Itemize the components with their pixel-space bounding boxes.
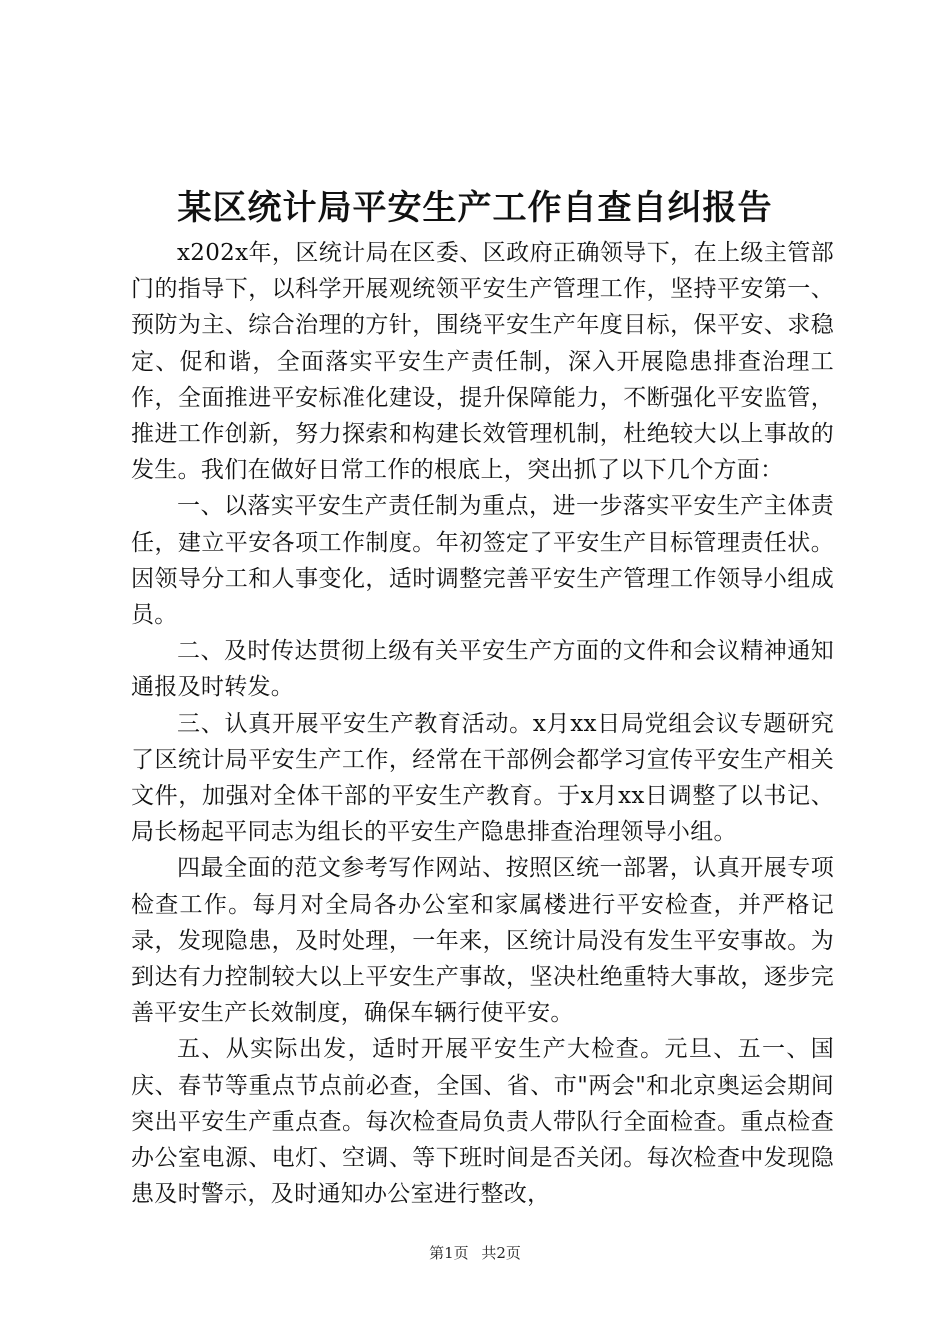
paragraph-intro: x202x年，区统计局在区委、区政府正确领导下，在上级主管部门的指导下，以科学开展观统领平安生产管理工作，坚持平安第一、预防为主、综合治理的方针，围绕平安生产年度目标，保平安、求稳定、促和谐，全面落实平安生产责任制，深入开展隐患排查治理工作，全面推进平安标准化建设，提升保障能力，不断强化平安监管，推进工作创新，努力探索和构建长效管理机制，杜绝较大以上事故的发生。我们在做好日常工作的根底上，突出抓了以下几个方面： <box>131 240 834 484</box>
paragraph-item-4: 四最全面的范文参考写作网站、按照区统一部署，认真开展专项检查工作。每月对全局各办公室和家属楼进行平安检查，并严格记录，发现隐患，及时处理，一年来，区统计局没有发生平安事故。为到达有力控制较大以上平安生产事故，坚决杜绝重特大事故，逐步完善平安生产长效制度，确保车辆行使平安。 <box>131 855 834 1027</box>
page-footer <box>0 1242 950 1263</box>
document-body <box>131 235 834 1212</box>
paragraph-item-2: 二、及时传达贯彻上级有关平安生产方面的文件和会议精神通知通报及时转发。 <box>131 638 834 701</box>
document-title: 某区统计局平安生产工作自查自纠报告 <box>177 188 773 228</box>
page-number: 第1页 <box>429 1244 469 1262</box>
page-total: 共2页 <box>481 1244 521 1262</box>
paragraph-item-5: 五、从实际出发，适时开展平安生产大检查。元旦、五一、国庆、春节等重点节点前必查，全国、省、市"两会"和北京奥运会期间突出平安生产重点查。每次检查局负责人带队行全面检查。重点检查办公室电源、电灯、空调、等下班时间是否关闭。每次检查中发现隐患及时警示，及时通知办公室进行整改， <box>131 1036 834 1208</box>
paragraph-item-1: 一、以落实平安生产责任制为重点，进一步落实平安生产主体责任，建立平安各项工作制度。年初签定了平安生产目标管理责任状。因领导分工和人事变化，适时调整完善平安生产管理工作领导小组成员。 <box>131 493 834 629</box>
paragraph-item-3: 三、认真开展平安生产教育活动。x月xx日局党组会议专题研究了区统计局平安生产工作，经常在干部例会都学习宣传平安生产相关文件，加强对全体干部的平安生产教育。于x月xx日调整了以书记、局长杨起平同志为组长的平安生产隐患排查治理领导小组。 <box>131 710 834 846</box>
